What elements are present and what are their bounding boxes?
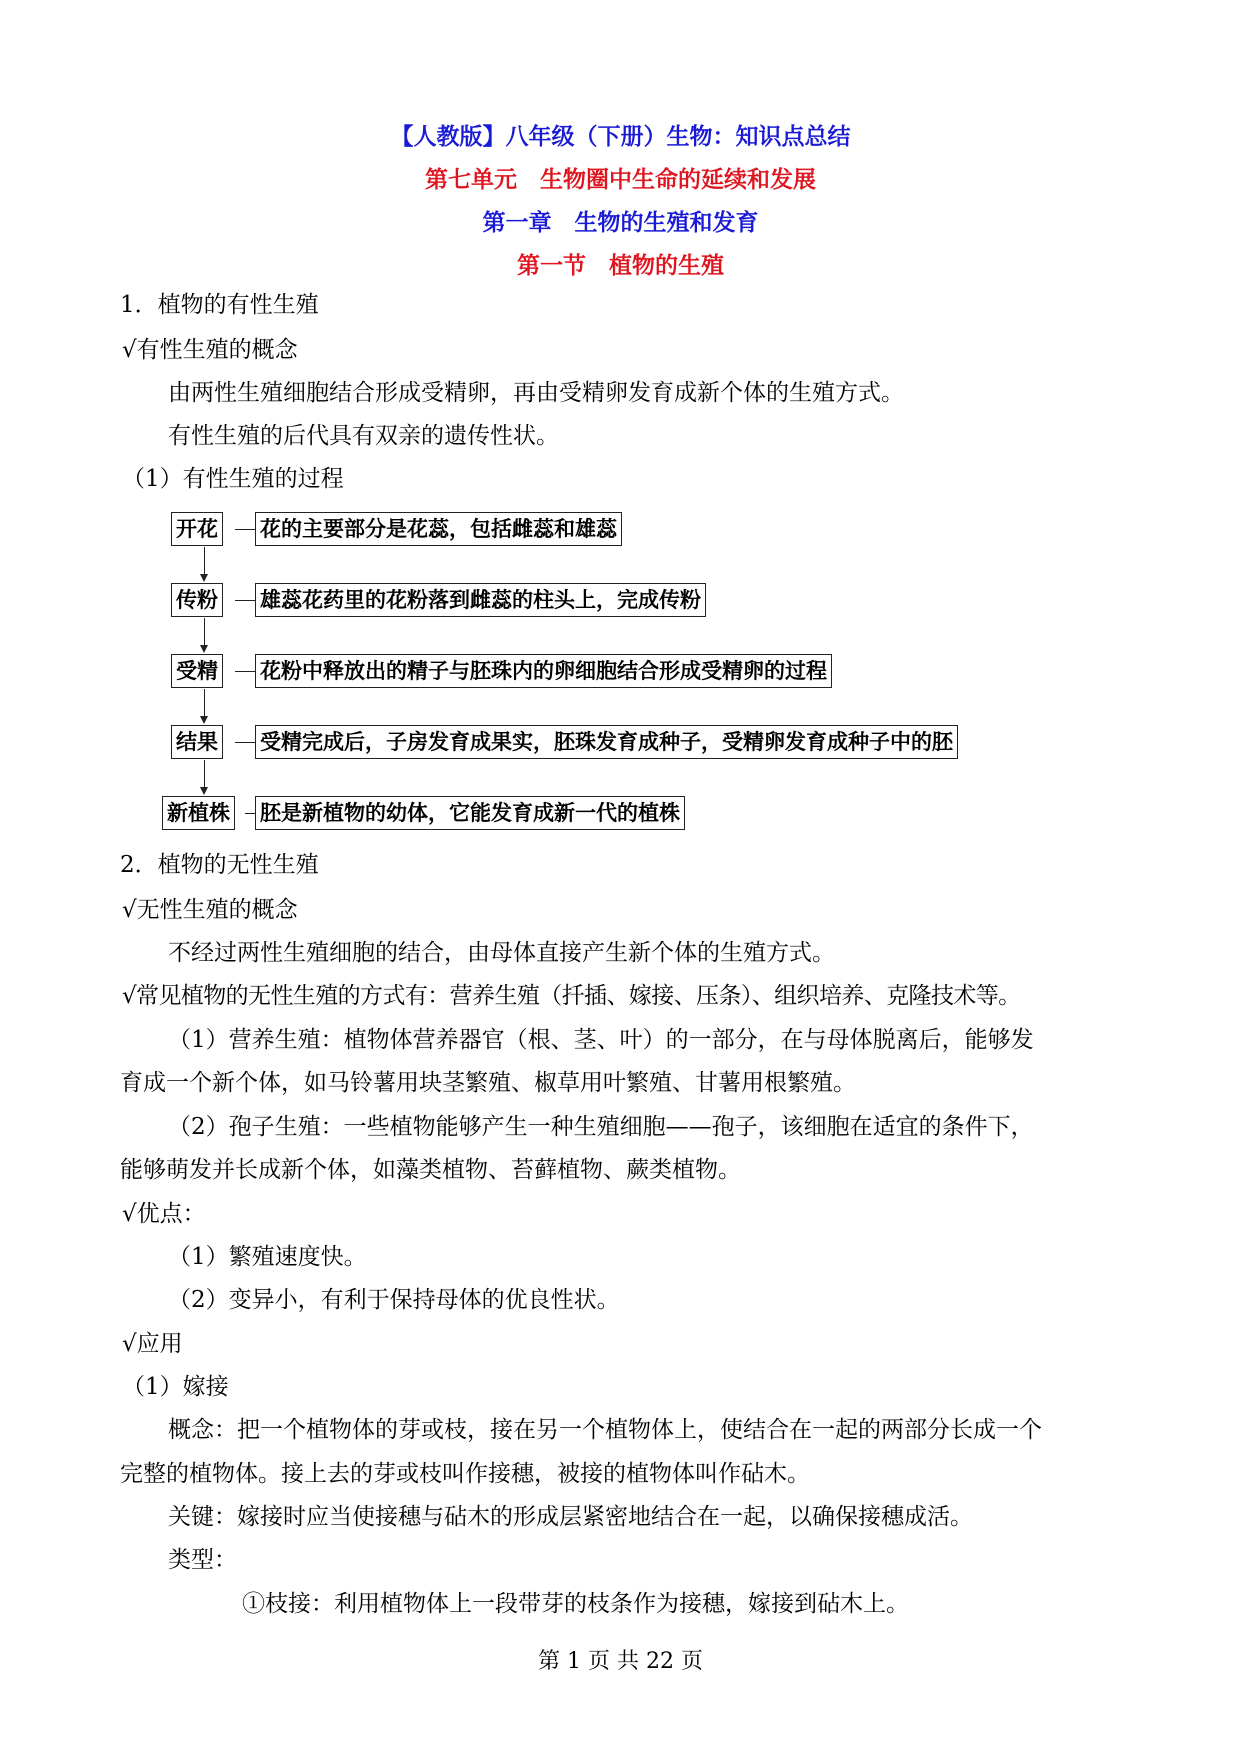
- flow-connector: [235, 600, 255, 601]
- unit-title: 第七单元 生物圈中生命的延续和发展: [425, 167, 816, 193]
- flow-desc-fruiting: 受精完成后，子房发育成果实，胚珠发育成种子，受精卵发育成种子中的胚: [255, 725, 958, 759]
- flow-arrow-line: [204, 618, 205, 646]
- grafting-types-label: 类型：: [168, 1547, 237, 1573]
- flow-step-pollination: 传粉: [171, 583, 223, 617]
- grafting-concept-line2: 完整的植物体。接上去的芽或枝叫作接穗，被接的植物体叫作砧木。: [120, 1461, 810, 1487]
- flow-desc-flowering: 花的主要部分是花蕊，包括雌蕊和雄蕊: [255, 512, 622, 546]
- section-title: 第一节 植物的生殖: [517, 253, 724, 279]
- process-label: （1）有性生殖的过程: [122, 466, 344, 492]
- flow-connector: [235, 529, 255, 530]
- asexual-heading: 2．植物的无性生殖: [120, 852, 319, 878]
- flow-step-new-plant: 新植株: [162, 796, 235, 830]
- flow-desc-pollination: 雄蕊花药里的花粉落到雌蕊的柱头上，完成传粉: [255, 583, 706, 617]
- page-number: 第 1 页 共 22 页: [538, 1649, 703, 1674]
- sexual-concept-label: √有性生殖的概念: [122, 337, 298, 363]
- flow-connector: [235, 742, 255, 743]
- flow-connector: [245, 813, 255, 814]
- flow-connector: [235, 671, 255, 672]
- vegetative-line1: （1）营养生殖：植物体营养器官（根、茎、叶）的一部分，在与母体脱离后，能够发: [168, 1027, 1034, 1053]
- flow-step-fruiting: 结果: [171, 725, 223, 759]
- advantages-label: √优点：: [122, 1201, 206, 1227]
- advantage-1: （1）繁殖速度快。: [168, 1244, 367, 1270]
- arrow-down-icon: [200, 716, 208, 724]
- flow-desc-new-plant: 胚是新植物的幼体，它能发育成新一代的植株: [255, 796, 685, 830]
- asexual-concept-label: √无性生殖的概念: [122, 897, 298, 923]
- vegetative-line2: 育成一个新个体，如马铃薯用块茎繁殖、椒草用叶繁殖、甘薯用根繁殖。: [120, 1070, 856, 1096]
- arrow-down-icon: [200, 574, 208, 582]
- flow-step-fertilization: 受精: [171, 654, 223, 688]
- grafting-label: （1）嫁接: [122, 1374, 229, 1400]
- asexual-methods-line: √常见植物的无性生殖的方式有：营养生殖（扦插、嫁接、压条）、组织培养、克隆技术等。: [122, 983, 1021, 1009]
- grafting-type-branch: ①枝接：利用植物体上一段带芽的枝条作为接穗，嫁接到砧木上。: [242, 1591, 909, 1617]
- advantage-2: （2）变异小，有利于保持母体的优良性状。: [168, 1287, 620, 1313]
- arrow-down-icon: [200, 645, 208, 653]
- arrow-down-icon: [200, 787, 208, 795]
- flow-step-flowering: 开花: [171, 512, 223, 546]
- sexual-concept-line2: 有性生殖的后代具有双亲的遗传性状。: [168, 423, 559, 449]
- spore-line1: （2）孢子生殖：一些植物能够产生一种生殖细胞——孢子，该细胞在适宜的条件下，: [168, 1114, 1034, 1140]
- flow-arrow-line: [204, 689, 205, 717]
- flow-desc-fertilization: 花粉中释放出的精子与胚珠内的卵细胞结合形成受精卵的过程: [255, 654, 832, 688]
- asexual-concept-line: 不经过两性生殖细胞的结合，由母体直接产生新个体的生殖方式。: [168, 940, 835, 966]
- chapter-title: 第一章 生物的生殖和发育: [482, 210, 759, 236]
- flow-arrow-line: [204, 760, 205, 788]
- grafting-key: 关键：嫁接时应当使接穗与砧木的形成层紧密地结合在一起，以确保接穗成活。: [168, 1504, 973, 1530]
- sexual-heading: 1．植物的有性生殖: [120, 292, 319, 318]
- grafting-concept-line1: 概念：把一个植物体的芽或枝，接在另一个植物体上，使结合在一起的两部分长成一个: [168, 1417, 1042, 1443]
- flow-arrow-line: [204, 547, 205, 575]
- sexual-concept-line1: 由两性生殖细胞结合形成受精卵，再由受精卵发育成新个体的生殖方式。: [168, 380, 904, 406]
- spore-line2: 能够萌发并长成新个体，如藻类植物、苔藓植物、蕨类植物。: [120, 1157, 741, 1183]
- application-label: √应用: [122, 1331, 183, 1357]
- document-title: 【人教版】八年级（下册）生物：知识点总结: [390, 124, 851, 150]
